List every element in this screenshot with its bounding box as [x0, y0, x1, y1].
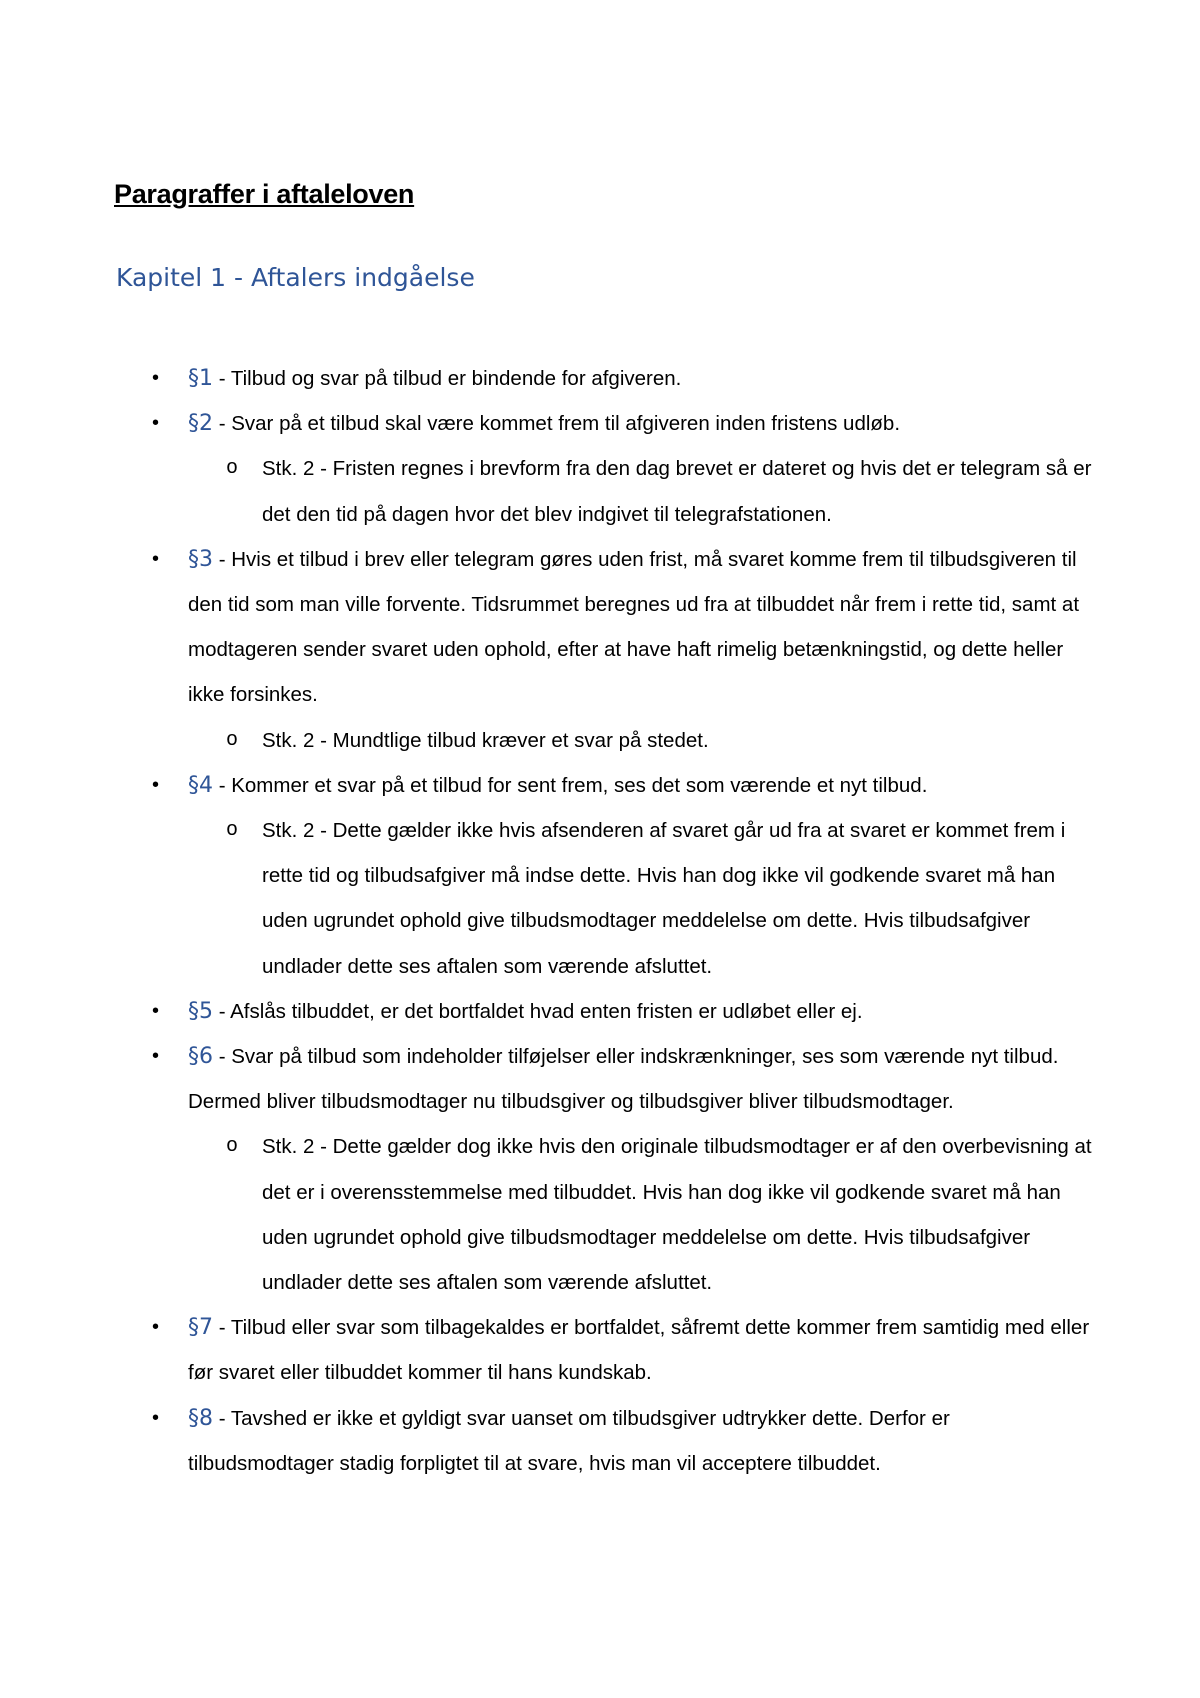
- section-text: - Svar på tilbud som indeholder tilføjelser eller indskrænkninger, ses som værende nyt tilbud. Dermed bliver tilbudsmodtager nu tilbudsgiver og tilbudsgiver bliver tilbudsmodtager.: [188, 1045, 1059, 1114]
- bullet-icon: •: [152, 1045, 160, 1068]
- section-number: §4: [188, 772, 213, 798]
- section-text: - Svar på et tilbud skal være kommet frem til afgiveren inden fristens udløb.: [213, 412, 901, 436]
- section-text: - Kommer et svar på et tilbud for sent frem, ses det som værende et nyt tilbud.: [213, 773, 928, 797]
- subsection-item: [188, 446, 1100, 536]
- bullet-icon: •: [152, 412, 160, 435]
- chapter-heading: Kapitel 1 - Aftalers indgåelse: [116, 263, 475, 292]
- bullet-icon: •: [152, 1406, 160, 1429]
- section-number: §1: [188, 366, 213, 391]
- section-number: §2: [188, 411, 213, 437]
- subsection-item: [188, 808, 1100, 989]
- bullet-icon: •: [152, 547, 160, 570]
- bullet-icon: •: [152, 1316, 160, 1339]
- section-item-8: [114, 1396, 1100, 1486]
- section-text: - Afslås tilbuddet, er det bortfaldet hvad enten fristen er udløbet eller ej.: [213, 999, 863, 1023]
- section-text: - Hvis et tilbud i brev eller telegram gøres uden frist, må svaret komme frem til tilbudsgiveren til den tid som man ville forvente. Tidsrummet beregnes ud fra at tilbuddet når frem i rette tid, samt at modtageren sender svaret uden ophold, efter at have haft rimelig betænkningstid, og dette heller ikke forsinkes.: [188, 547, 1080, 707]
- section-item-7: [114, 1305, 1100, 1395]
- sub-bullet-icon: o: [226, 728, 239, 752]
- subsection-list: [188, 446, 1100, 536]
- bullet-icon: •: [152, 367, 160, 389]
- section-item-1: [114, 356, 1100, 401]
- subsection-list: [188, 808, 1100, 989]
- document-title: Paragraffer i aftaleloven: [114, 179, 415, 209]
- section-number: §5: [188, 998, 213, 1024]
- sub-bullet-icon: o: [226, 1135, 239, 1159]
- section-item-2: [114, 401, 1100, 537]
- bullet-icon: •: [152, 773, 160, 796]
- section-number: §8: [188, 1405, 213, 1431]
- section-text: - Tilbud eller svar som tilbagekaldes er bortfaldet, såfremt dette kommer frem samtidig med eller før svaret eller tilbuddet kommer til hans kundskab.: [188, 1316, 1090, 1385]
- section-item-3: [114, 537, 1100, 763]
- section-list: [114, 356, 1100, 1486]
- subsection-text: Stk. 2 - Mundtlige tilbud kræver et svar på stedet.: [262, 728, 709, 752]
- section-number: §3: [188, 546, 213, 572]
- section-text: - Tilbud og svar på tilbud er bindende for afgiveren.: [213, 367, 682, 390]
- sub-bullet-icon: o: [226, 819, 239, 843]
- bullet-icon: •: [152, 999, 160, 1022]
- section-text: - Tavshed er ikke et gyldigt svar uanset om tilbudsgiver udtrykker dette. Derfor er tilbudsmodtager stadig forpligtet til at svare, hvis man vil acceptere tilbuddet.: [188, 1406, 950, 1475]
- subsection-text: Stk. 2 - Dette gælder ikke hvis afsenderen af svaret går ud fra at svaret er kommet frem i rette tid og tilbudsafgiver må indse dette. Hvis han dog ikke vil godkende svaret må han uden ugrundet ophold give tilbudsmodtager meddelelse om dette. Hvis tilbudsafgiver undlader dette ses aftalen som værende afsluttet.: [262, 819, 1066, 978]
- section-item-6: [114, 1034, 1100, 1305]
- section-item-5: [114, 989, 1100, 1034]
- section-number: §7: [188, 1315, 213, 1341]
- subsection-list: [188, 718, 1100, 763]
- section-item-4: [114, 763, 1100, 989]
- subsection-text: Stk. 2 - Fristen regnes i brevform fra den dag brevet er dateret og hvis det er telegram så er det den tid på dagen hvor det blev indgivet til telegrafstationen.: [262, 457, 1092, 526]
- subsection-item: [188, 718, 1100, 763]
- section-number: §6: [188, 1044, 213, 1070]
- subsection-list: [188, 1124, 1100, 1305]
- subsection-text: Stk. 2 - Dette gælder dog ikke hvis den originale tilbudsmodtager er af den overbevisning at det er i overensstemmelse med tilbuddet. Hvis han dog ikke vil godkende svaret må han uden ugrundet ophold give tilbudsmodtager meddelelse om dette. Hvis tilbudsafgiver undlader dette ses aftalen som værende afsluttet.: [262, 1135, 1092, 1295]
- sub-bullet-icon: o: [226, 457, 239, 481]
- subsection-item: [188, 1124, 1100, 1305]
